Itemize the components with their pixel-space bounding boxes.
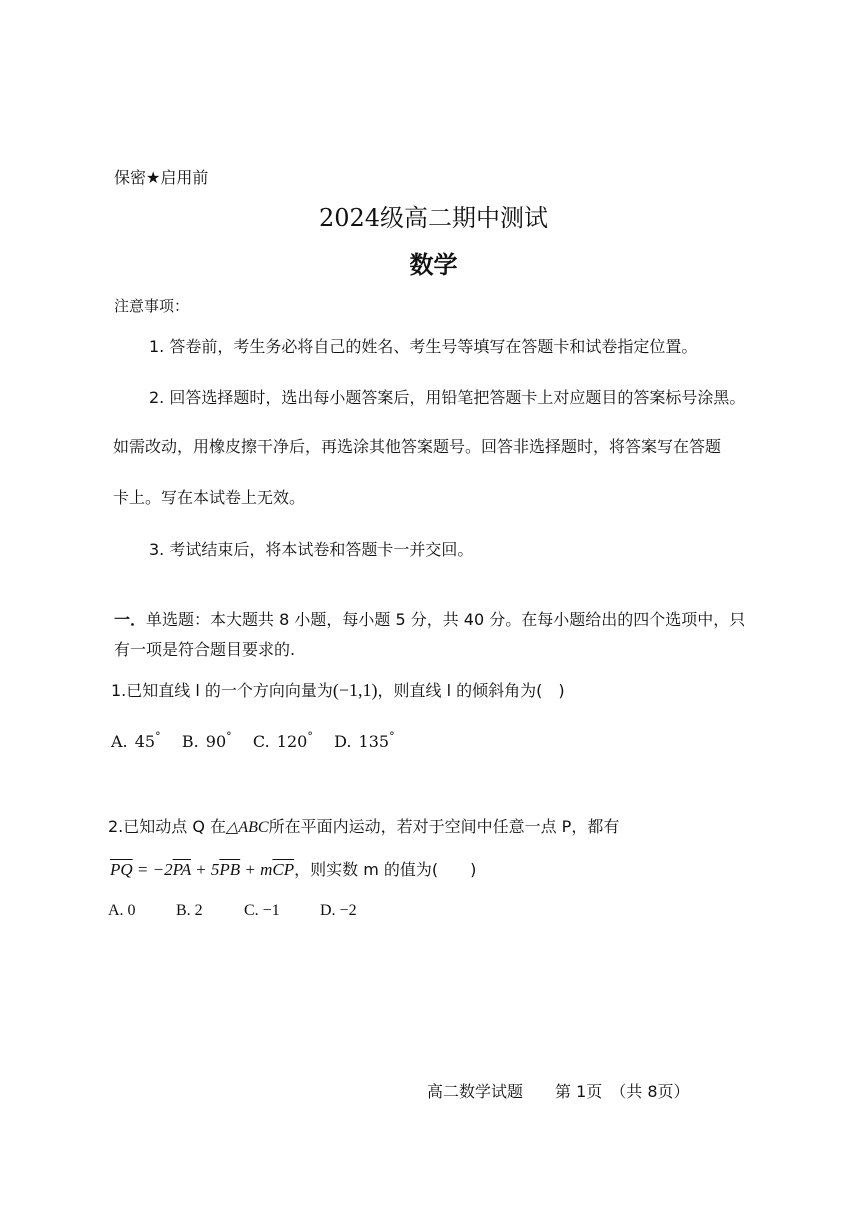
section-1-label: 一． <box>114 610 147 629</box>
section-1-heading <box>114 607 745 630</box>
question-2-formula-line <box>110 857 476 880</box>
question-2-suffix: 所在平面内运动，若对于空间中任意一点 P，都有 <box>268 817 620 836</box>
page-footer: 高二数学试题 第 1页 （共 8页） <box>427 1082 690 1101</box>
question-1-vector: (−1,1) <box>332 680 378 700</box>
question-2-options <box>108 902 357 920</box>
confidential-label: 保密★启用前 <box>114 168 209 187</box>
exam-title: 2024级高二期中测试 <box>318 204 549 232</box>
section-1-heading-line-2: 有一项是符合题目要求的. <box>114 640 296 659</box>
option-c: C. −1 <box>244 902 280 919</box>
notice-item-1: 1. 答卷前，考生务必将自己的姓名、考生号等填写在答题卡和试卷指定位置。 <box>149 337 698 356</box>
notice-heading: 注意事项： <box>114 297 190 315</box>
subject-title: 数学 <box>409 251 458 279</box>
option-d: D. 135° <box>334 730 395 751</box>
vector-equation: $\overline{PQ} = -2\overline{PA} + 5\overline{PB} + m\overline{CP}$ <box>110 860 295 879</box>
question-2-prefix: 2.已知动点 Q 在 <box>108 817 227 836</box>
question-1 <box>111 678 565 701</box>
question-2-triangle: △ABC <box>226 819 269 836</box>
question-2-ask: ，则实数 m 的值为( ) <box>294 860 477 879</box>
option-a: A. 45° <box>111 730 161 751</box>
question-1-options <box>111 730 395 751</box>
option-b: B. 2 <box>176 902 203 919</box>
option-d: D. −2 <box>320 902 357 919</box>
option-c: C. 120° <box>252 730 313 751</box>
question-1-prefix: 1.已知直线 l 的一个方向向量为 <box>111 681 333 700</box>
notice-item-2-line-2: 如需改动，用橡皮擦干净后，再选涂其他答案题号。回答非选择题时，将答案写在答题 <box>113 437 722 456</box>
section-1-text: 单选题：本大题共 8 小题，每小题 5 分，共 40 分。在每小题给出的四个选项中，只 <box>146 610 746 629</box>
option-a: A. 0 <box>108 902 136 919</box>
notice-item-2-line-3: 卡上。写在本试卷上无效。 <box>113 488 306 507</box>
question-2 <box>108 814 619 837</box>
notice-item-2-line-1: 2. 回答选择题时，选出每小题答案后，用铅笔把答题卡上对应题目的答案标号涂黑。 <box>149 388 746 407</box>
option-b: B. 90° <box>181 730 232 751</box>
notice-item-3: 3. 考试结束后，将本试卷和答题卡一并交回。 <box>149 540 474 559</box>
question-1-suffix: ，则直线 l 的倾斜角为( ) <box>377 681 565 700</box>
